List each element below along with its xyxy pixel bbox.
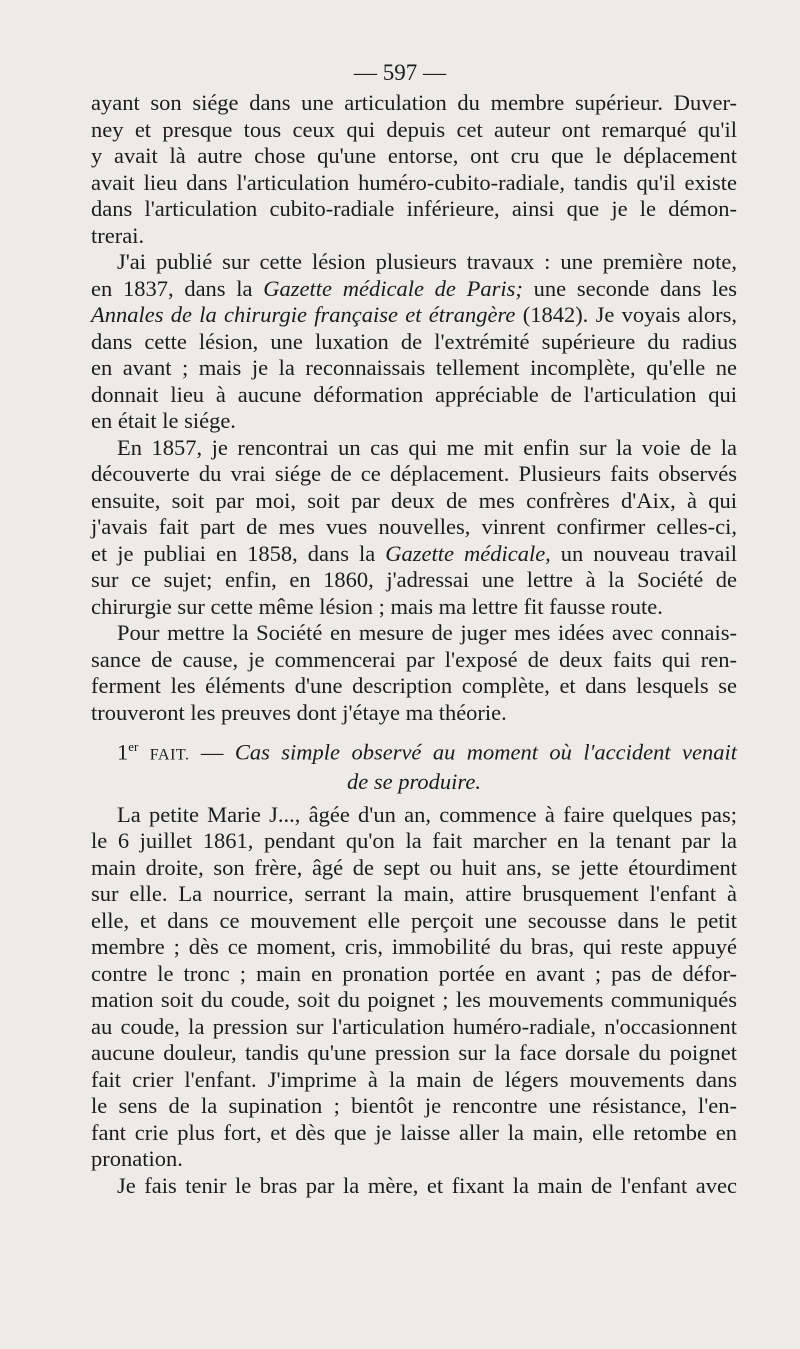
text-run: et je publiai en 1858, dans la	[91, 540, 386, 566]
text-line: ayant son siége dans une articulation du membre supérieur. Duver-	[91, 90, 737, 115]
text-line: fait crier l'enfant. J'imprime à la main de légers mouvements dans	[91, 1066, 737, 1092]
text-line: en était le siége.	[91, 408, 236, 433]
text-line: sur ce sujet; enfin, en 1860, j'adressai une lettre à la Société de	[91, 567, 737, 592]
text-line: avait lieu dans l'articulation huméro-cubito-radiale, tandis qu'il existe	[91, 169, 737, 195]
text-line: ney et presque tous ceux qui depuis cet auteur ont remarqué qu'il	[91, 116, 737, 142]
text-line: membre ; dès ce moment, cris, immobilité du bras, qui reste appuyé	[91, 934, 737, 959]
text-line: Je fais tenir le bras par la mère, et fixant la main de l'enfant avec	[117, 1172, 737, 1198]
text-line: le sens de la supination ; bientôt je rencontre une résistance, l'en-	[91, 1093, 737, 1118]
text-line: La petite Marie J..., âgée d'un an, commence à faire quelques pas;	[117, 801, 737, 827]
text-line: j'avais fait part de mes vues nouvelles, vinrent confirmer celles-ci,	[91, 514, 737, 539]
text-line: fant crie plus fort, et dès que je laisse aller la main, elle retombe en	[91, 1119, 737, 1145]
case-title-continued: de se produire.	[347, 769, 481, 794]
text-line: ferment les éléments d'une description complète, et dans lesquels se	[91, 673, 737, 698]
text-line: Pour mettre la Société en mesure de juger mes idées avec connais-	[117, 620, 737, 645]
text-line: donnait lieu à aucune déformation appréciable de l'articulation qui	[91, 381, 737, 407]
text-line: y avait là autre chose qu'une entorse, ont cru que le déplacement	[91, 143, 737, 168]
text-line: ensuite, soit par moi, soit par deux de mes confrères d'Aix, à qui	[91, 487, 737, 513]
case-label: FAIT.	[149, 746, 190, 764]
heading-dash: —	[189, 739, 235, 765]
text-line: trouveront les preuves dont j'étaye ma théorie.	[91, 699, 507, 725]
text-line: le 6 juillet 1861, pendant qu'on la fait marcher en la tenant par la	[91, 828, 737, 853]
text-line: En 1857, je rencontrai un cas qui me mit enfin sur la voie de la	[117, 434, 737, 460]
case-heading	[91, 734, 737, 796]
heading-line	[91, 769, 737, 796]
text-run: une seconde dans les	[522, 275, 737, 301]
text-run: en 1837, dans la	[91, 275, 264, 301]
paragraph-continuation	[91, 90, 737, 249]
text-run: un nouveau travail	[550, 540, 737, 566]
paragraph-publications	[91, 249, 737, 435]
text-line: chirurgie sur cette même lésion ; mais ma lettre fit fausse route.	[91, 593, 663, 619]
text-line: elle, et dans ce mouvement elle perçoit une secousse dans le petit	[91, 907, 737, 933]
journal-title: Gazette médicale,	[385, 540, 551, 566]
text-line: au coude, la pression sur l'articulation huméro-radiale, n'occasionnent	[91, 1013, 737, 1039]
text-line: contre le tronc ; main en pronation portée en avant ; pas de défor-	[91, 960, 737, 986]
paragraph-next	[91, 1173, 737, 1200]
journal-title: Annales de la chirurgie française et étrangère	[91, 302, 516, 327]
text-line: aucune douleur, tandis qu'une pression sur la face dorsale du poignet	[91, 1040, 737, 1065]
paragraph-discovery	[91, 435, 737, 621]
text-line	[91, 302, 737, 329]
case-number: 1	[117, 739, 129, 765]
text-line: découverte du vrai siége de ce déplacement. Plusieurs faits observés	[91, 461, 737, 486]
text-line: trerai.	[91, 222, 145, 248]
journal-title: Gazette médicale de Paris;	[263, 275, 523, 301]
paragraph-case	[91, 802, 737, 1173]
text-line	[91, 541, 737, 568]
text-line	[91, 276, 737, 303]
text-line: sur elle. La nourrice, serrant la main, attire brusquement l'enfant à	[91, 881, 737, 906]
text-run: (1842). Je voyais alors,	[515, 302, 737, 327]
body-text	[91, 90, 737, 1199]
text-line: sance de cause, je commencerai par l'exposé de deux faits qui ren-	[91, 646, 737, 672]
text-line: dans cette lésion, une luxation de l'extrémité supérieure du radius	[91, 328, 737, 354]
page-number: — 597 —	[354, 60, 446, 85]
text-line: en avant ; mais je la reconnaissais tellement incomplète, qu'elle ne	[91, 355, 737, 380]
spacer	[91, 726, 737, 734]
text-line: J'ai publié sur cette lésion plusieurs travaux : une première note,	[117, 249, 737, 274]
text-line: pronation.	[91, 1146, 183, 1171]
text-line: dans l'articulation cubito-radiale inférieure, ainsi que je le démon-	[91, 196, 737, 221]
paragraph-introduction	[91, 620, 737, 726]
case-title: Cas simple observé au moment où l'accident venait	[234, 739, 738, 765]
text-line: mation soit du coude, soit du poignet ; les mouvements communiqués	[91, 987, 737, 1012]
heading-line	[91, 734, 737, 769]
case-number-suffix: er	[128, 739, 139, 754]
text-line: main droite, son frère, âgé de sept ou huit ans, se jette étourdiment	[91, 854, 737, 880]
